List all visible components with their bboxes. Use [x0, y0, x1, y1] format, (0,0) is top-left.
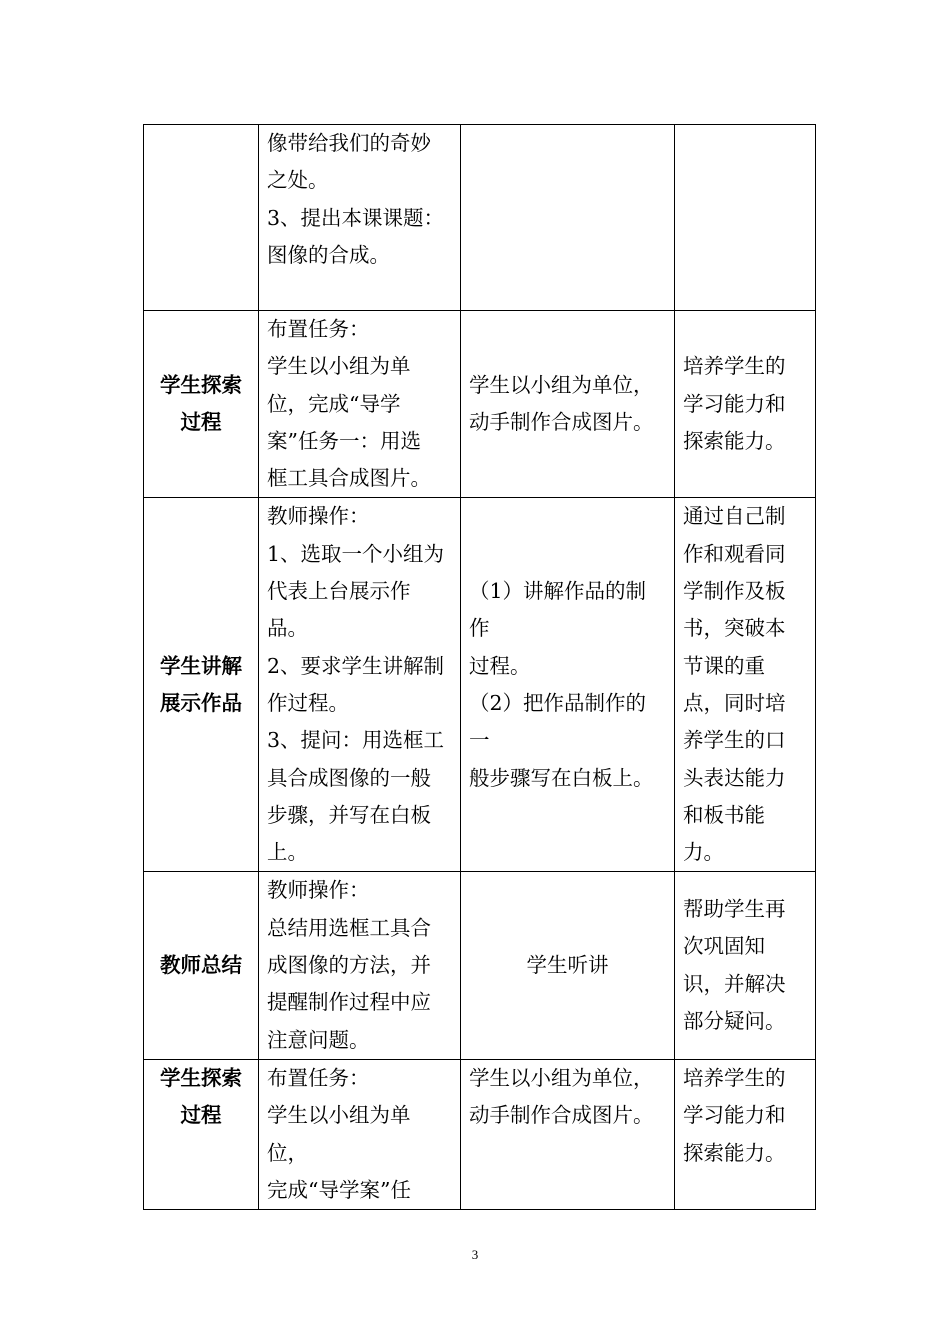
stage-label: 学生讲解 展示作品	[160, 653, 242, 715]
teacher-activity-text: 教师操作： 总结用选框工具合 成图像的方法，并 提醒制作过程中应 注意问题。	[267, 878, 431, 1052]
purpose-cell	[675, 125, 816, 311]
purpose-cell	[675, 1059, 816, 1209]
table-row	[144, 498, 816, 872]
student-activity-text: 学生听讲	[526, 953, 609, 978]
stage-cell	[144, 872, 259, 1059]
student-activity-cell	[461, 311, 675, 498]
teacher-activity-text: 教师操作： 1、选取一个小组为 代表上台展示作 品。 2、要求学生讲解制 作过程。 3、提问：用选框工 具合成图像的一般 步骤，并写在白板 上。	[267, 504, 445, 865]
purpose-text: 通过自己制 作和观看同 学制作及板 书，突破本 节课的重 点，同时培 养学生的口 头表达能力 和板书能 力。	[683, 504, 786, 865]
purpose-text: 培养学生的 学习能力和 探索能力。	[683, 354, 786, 453]
purpose-text: 帮助学生再 次巩固知 识，并解决 部分疑问。	[683, 897, 786, 1033]
stage-label: 教师总结	[160, 953, 242, 978]
student-activity-cell	[461, 498, 675, 872]
student-activity-text: 学生以小组为单位， 动手制作合成图片。	[469, 1065, 654, 1128]
stage-cell	[144, 498, 259, 872]
teacher-activity-text: 像带给我们的奇妙 之处。 3、提出本课课题： 图像的合成。	[267, 131, 445, 267]
teacher-activity-text: 布置任务： 学生以小组为单 位， 完成“导学案”任	[267, 1065, 411, 1202]
student-activity-cell	[461, 872, 675, 1059]
stage-cell	[144, 311, 259, 498]
table-row	[144, 311, 816, 498]
table-row	[144, 872, 816, 1059]
teacher-activity-cell	[259, 125, 461, 311]
teacher-activity-cell	[259, 1059, 461, 1209]
student-activity-cell	[461, 125, 675, 311]
purpose-cell	[675, 498, 816, 872]
teacher-activity-cell	[259, 872, 461, 1059]
purpose-cell	[675, 311, 816, 498]
stage-cell	[144, 1059, 259, 1209]
stage-label: 学生探索 过程	[160, 372, 242, 435]
teacher-activity-text: 布置任务： 学生以小组为单 位，完成“导学 案”任务一：用选 框工具合成图片。	[267, 317, 431, 491]
student-activity-text: 学生以小组为单位， 动手制作合成图片。	[469, 372, 654, 435]
purpose-cell	[675, 872, 816, 1059]
lesson-plan-table	[143, 124, 816, 1210]
purpose-text: 培养学生的 学习能力和 探索能力。	[683, 1065, 786, 1165]
stage-label: 学生探索 过程	[160, 1065, 242, 1128]
table-row	[144, 1059, 816, 1209]
teacher-activity-cell	[259, 311, 461, 498]
student-activity-item: （2）把作品制作的一 般步骤写在白板上。	[469, 690, 654, 790]
stage-cell	[144, 125, 259, 311]
page-number: 3	[471, 1247, 479, 1262]
student-activity-item: （1）讲解作品的制作 过程。	[469, 579, 647, 678]
student-activity-cell	[461, 1059, 675, 1209]
table-row	[144, 125, 816, 311]
teacher-activity-cell	[259, 498, 461, 872]
